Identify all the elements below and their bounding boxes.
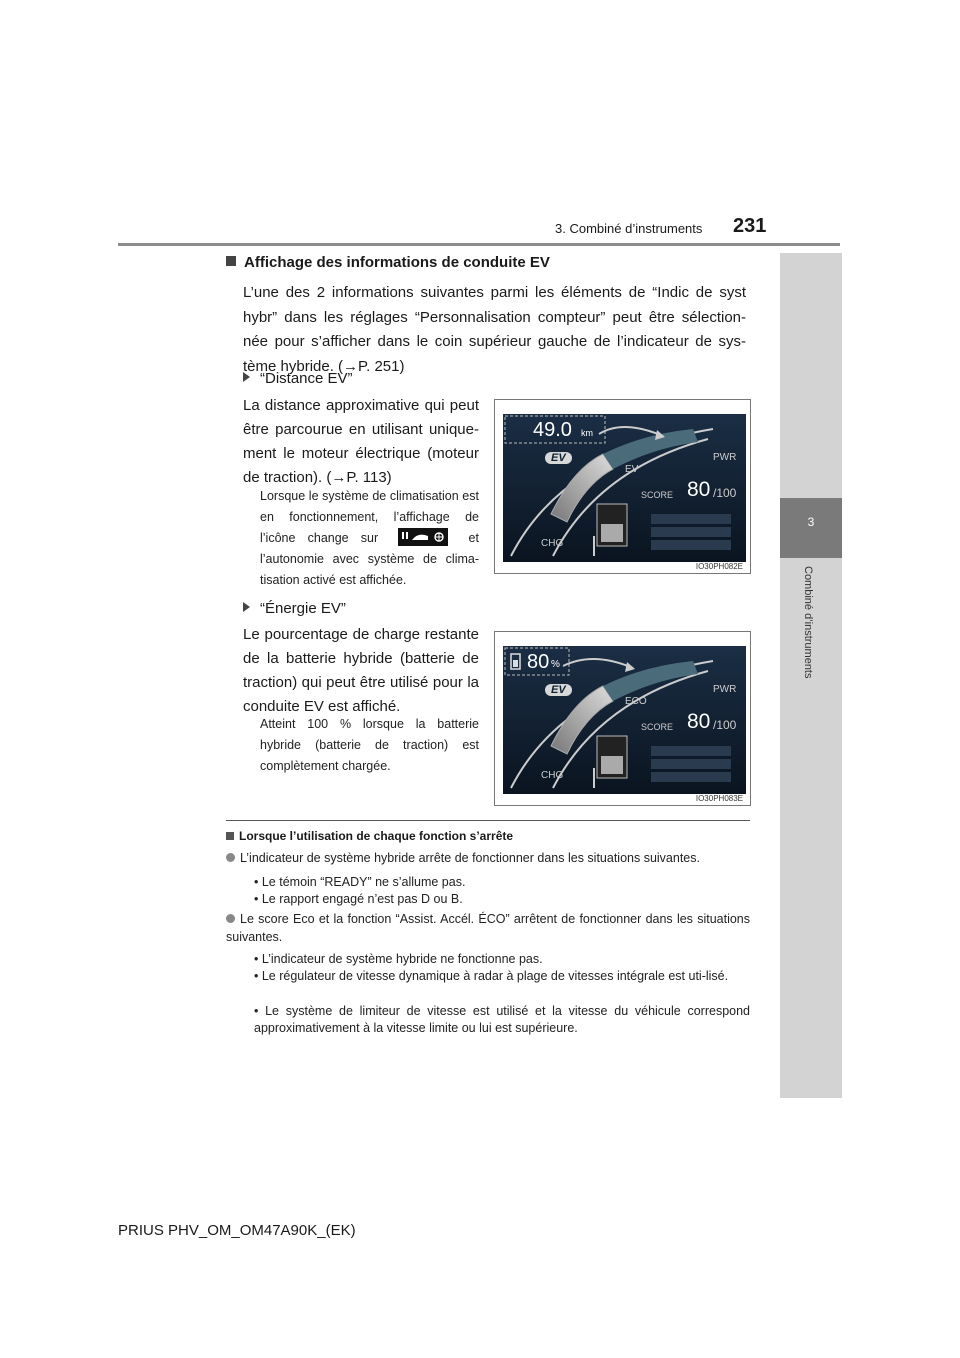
hybrid-indicator-screen <box>503 414 746 562</box>
item-energie-ev-desc: Le pourcentage de charge restante de la batterie hybride (batterie de traction) qui peut être utilisé pour la conduite EV est affiché. <box>243 626 479 715</box>
ev-readout-unit: % <box>551 659 560 670</box>
mode-label: ECO <box>625 696 647 707</box>
ev-readout-value: 49.0 <box>533 419 572 441</box>
notes-bullet-2-item-2: • Le régulateur de vitesse dynamique à radar à plage de vitesses intégrale est uti-lisé. <box>254 969 729 983</box>
notes-bullet-1: L’indicateur de système hybride arrête de fonctionner dans les situations suivantes. <box>226 849 750 867</box>
notes-heading: Lorsque l’utilisation de chaque fonction s’arrête <box>226 829 513 843</box>
section-heading: Affichage des informations de conduite EV <box>226 254 550 271</box>
side-tab-label: Combiné d’instruments <box>802 566 814 679</box>
item-distance-ev-desc: La distance approximative qui peut être parcourue en utilisant unique-ment le moteur électrique (moteur de traction). (→P. 113) <box>243 397 479 486</box>
figure-code: IO30PH083E <box>695 794 743 803</box>
notes-bullet-2: Le score Eco et la fonction “Assist. Accél. ÉCO” arrêtent de fonctionner dans les situations suivantes. <box>226 912 750 944</box>
notes-bullet-2-item-3: • Le système de limiteur de vitesse est utilisé et la vitesse du véhicule correspond approximativement à la vitesse limite ou lui est supérieure. <box>254 1004 750 1035</box>
item-energie-ev-title: “Énergie EV” <box>243 600 346 617</box>
square-bullet-icon <box>226 256 236 266</box>
score-max: /100 <box>713 486 737 500</box>
item-distance-ev-note: Lorsque le système de climatisation est en fonctionnement, l’affichage de l’icône change sur et l’autonomie avec système de clima-tisation activé est affichée. <box>260 489 479 587</box>
figure-energie-ev <box>494 631 751 806</box>
notes-rule <box>226 820 750 821</box>
square-bullet-icon <box>226 832 234 840</box>
ev-ac-icon <box>398 528 448 546</box>
score-label: SCORE <box>641 722 674 732</box>
triangle-bullet-icon <box>243 602 250 612</box>
item-distance-ev-title: “Distance EV” <box>243 370 353 387</box>
running-header-section: 3. Combiné d’instruments <box>555 221 703 236</box>
mode-label: EV <box>625 464 639 475</box>
page-number: 231 <box>733 215 767 237</box>
score-value: 80 <box>687 478 711 501</box>
pwr-label: PWR <box>713 452 737 463</box>
circle-bullet-icon <box>226 853 235 862</box>
notes-bullet-1-item-2: • Le rapport engagé n’est pas D ou B. <box>254 892 463 906</box>
ev-readout-unit: km <box>581 428 593 438</box>
item-energie-ev-note: Atteint 100 % lorsque la batterie hybride (batterie de traction) est complètement chargée. <box>260 717 479 773</box>
side-tab-number: 3 <box>780 498 842 558</box>
notes-bullet-2-item-1: • L’indicateur de système hybride ne fonctionne pas. <box>254 952 543 966</box>
intro-paragraph: L’une des 2 informations suivantes parmi les éléments de “Indic de syst hybr” dans les réglages “Personnalisation compteur” peut être sélection-née pour s’afficher dans le coin supérieur gauche de l’indicateur de sys-tème hybride. (→P. 251) <box>243 284 746 375</box>
ev-badge: EV <box>545 452 572 464</box>
side-tab-top <box>780 253 842 498</box>
header-rule <box>118 243 840 246</box>
circle-bullet-icon <box>226 914 235 923</box>
score-max: /100 <box>713 718 737 732</box>
chg-label: CHG <box>541 538 564 549</box>
pwr-label: PWR <box>713 684 737 695</box>
chg-label: CHG <box>541 770 564 781</box>
score-label: SCORE <box>641 490 674 500</box>
ev-badge: EV <box>545 684 572 696</box>
score-value: 80 <box>687 710 711 733</box>
document-code-footer: PRIUS PHV_OM_OM47A90K_(EK) <box>118 1222 356 1239</box>
notes-bullet-1-item-1: • Le témoin “READY” ne s’allume pas. <box>254 875 466 889</box>
hybrid-indicator-screen <box>503 646 746 794</box>
figure-distance-ev <box>494 399 751 574</box>
ev-readout-value: 80 <box>527 651 550 673</box>
figure-code: IO30PH082E <box>695 562 743 571</box>
triangle-bullet-icon <box>243 372 250 382</box>
